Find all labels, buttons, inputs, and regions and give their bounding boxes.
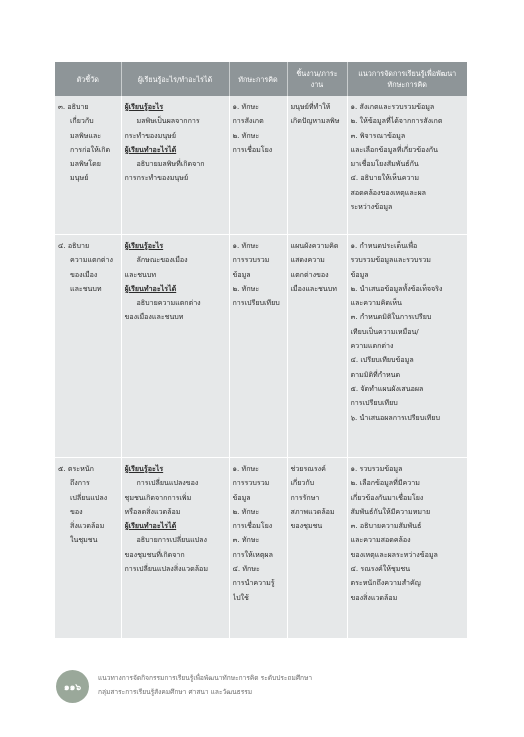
indicator-line: ๔. อธิบาย (58, 241, 90, 250)
learn-text: หรือลดสิ่งแวดล้อม (124, 506, 181, 516)
skill-line: ข้อมูล (232, 492, 251, 502)
guidance-line: ๔. เปรียบเทียบข้อมูล (350, 355, 414, 365)
learn-text: ลักษณะของเมือง (136, 255, 188, 265)
skill-line: ๒. ทักษะ (232, 506, 260, 516)
indicator-line: ๓. อธิบาย (58, 102, 89, 111)
work-cell (287, 96, 347, 235)
skill-line: การสังเกต (232, 116, 264, 126)
guidance-line: ๑. กำหนดประเด็นเพื่อ (350, 241, 418, 250)
work-cell (287, 235, 347, 458)
learning-cell (121, 458, 229, 639)
skill-line: ๔. ทักษะ (232, 564, 260, 574)
work-line: เกี่ยวกับ (290, 478, 315, 488)
indicator-line: ของเมือง (70, 269, 98, 279)
work-line: สภาพแวดล้อม (290, 506, 335, 516)
indicator-cell (55, 96, 121, 235)
skill-line: ๒. ทักษะ (232, 130, 260, 140)
learn-heading: ผู้เรียนรู้อะไร (124, 102, 164, 111)
skill-line: การเชื่อมโยง (232, 144, 273, 154)
learn-text: และชนบท (124, 269, 157, 279)
work-line: ของชุมชน (290, 521, 323, 531)
skill-line: การให้เหตุผล (232, 549, 273, 559)
table-header-row (55, 62, 467, 96)
work-line: ช่วยรณรงค์ (290, 464, 326, 473)
guidance-line: ๒. เลือกข้อมูลที่มีความ (350, 478, 420, 488)
table-row (55, 96, 467, 235)
indicator-line: ถึงการ (70, 478, 90, 488)
skill-line: การนำความรู้ (232, 578, 275, 588)
guidance-line: รวบรวมข้อมูลและรวบรวม (350, 255, 431, 265)
page-number-badge (56, 670, 89, 703)
work-line: มนุษย์ที่ทำให้ (290, 102, 331, 111)
indicator-cell (55, 458, 121, 639)
work-line: แตกต่างของ (290, 269, 329, 279)
guidance-line: เทียบเป็นความเหมือน/ (350, 326, 419, 336)
guidance-line: ตระหนักถึงความสำคัญ (350, 578, 421, 588)
guidance-line: ๓. กำหนดมิติในการเปรียบ (350, 312, 432, 322)
footer-subtitle: กลุ่มสาระการเรียนรู้สังคมศึกษา ศาสนา และวัฒนธรรม (98, 688, 253, 696)
guidance-line: ๖. นำเสนอผลการเปรียบเทียบ (350, 412, 440, 422)
can-do-text: ของเมืองและชนบท (124, 312, 184, 322)
guidance-line: ๕. จัดทำแผนผังเสนอผล (350, 383, 424, 393)
header-learning: ผู้เรียนรู้อะไร/ทำอะไรได้ (121, 62, 229, 96)
can-do-text: ของชุมชนที่เกิดจาก (124, 549, 185, 559)
guidance-cell (347, 458, 467, 639)
skills-cell (229, 458, 287, 639)
guidance-line: มาเชื่อมโยงสัมพันธ์กัน (350, 159, 419, 169)
guidance-cell (347, 235, 467, 458)
guidance-line: ระหว่างข้อมูล (350, 202, 393, 212)
guidance-line: การเปรียบเทียบ (350, 398, 398, 408)
skill-line: ๑. ทักษะ (232, 241, 259, 250)
indicator-line: มลพิษโดย (70, 159, 101, 169)
skill-line: การรวบรวม (232, 478, 270, 488)
can-do-text: อธิบายความแตกต่าง (136, 298, 201, 308)
indicator-line: เกี่ยวกับ (70, 116, 94, 126)
footer-title: แนวทางการจัดกิจกรรมการเรียนรู้เพื่อพัฒนาทักษะการคิด ระดับประถมศึกษา (98, 674, 313, 682)
skills-cell (229, 235, 287, 458)
guidance-line: ๔. อธิบายให้เห็นความ (350, 173, 420, 183)
indicator-line: สิ่งแวดล้อม (70, 521, 105, 531)
learn-heading: ผู้เรียนรู้อะไร (124, 241, 164, 250)
guidance-line: ตามมิติที่กำหนด (350, 369, 401, 379)
header-thinking-skills: ทักษะการคิด (229, 62, 287, 96)
skill-line: การเชื่อมโยง (232, 521, 273, 531)
work-line: เกิดปัญหามลพิษ (290, 116, 340, 126)
can-do-heading: ผู้เรียนทำอะไรได้ (124, 283, 177, 293)
table-row (55, 458, 467, 639)
indicator-line: การก่อให้เกิด (70, 144, 111, 154)
guidance-line: และความคิดเห็น (350, 298, 402, 308)
indicator-line: เปลี่ยนแปลง (70, 492, 108, 502)
curriculum-table (55, 62, 467, 639)
skill-line: ไปใช้ (232, 592, 249, 602)
can-do-text: อธิบายการเปลี่ยนแปลง (136, 535, 207, 545)
can-do-heading: ผู้เรียนทำอะไรได้ (124, 144, 177, 154)
guidance-line: และความสอดคล้อง (350, 535, 411, 545)
can-do-text: อธิบายมลพิษที่เกิดจาก (136, 159, 205, 169)
guidance-line: ความแตกต่าง (350, 341, 394, 351)
guidance-line: สัมพันธ์กันให้มีความหมาย (350, 506, 431, 516)
header-work-piece: ชิ้นงาน/ภาระงาน (287, 62, 347, 96)
work-line: การรักษา (290, 492, 320, 502)
page-footer (56, 668, 476, 708)
guidance-line: และเลือกข้อมูลที่เกี่ยวข้องกัน (350, 144, 438, 154)
indicator-line: ของ (70, 506, 83, 516)
can-do-text: การกระทำของมนุษย์ (124, 173, 189, 183)
guidance-line: ของสิ่งแวดล้อม (350, 592, 398, 602)
work-line: เมืองและชนบท (290, 283, 337, 293)
guidance-line: ข้อมูล (350, 269, 369, 279)
indicator-line: มลพิษและ (70, 130, 102, 140)
guidance-line: ๓. พิจารณาข้อมูล (350, 130, 406, 140)
table-row (55, 235, 467, 458)
learn-text: การเปลี่ยนแปลงของ (136, 478, 199, 488)
learning-cell (121, 96, 229, 235)
guidance-line: ๒. นำเสนอข้อมูลทั้งข้อเท็จจริง (350, 283, 443, 293)
work-line: แผนผังความคิด (290, 241, 339, 250)
learn-text: ชุมชนเกิดจากการเพิ่ม (124, 492, 192, 502)
skill-line: ๓. ทักษะ (232, 535, 260, 545)
indicator-line: และชนบท (70, 283, 102, 293)
can-do-heading: ผู้เรียนทำอะไรได้ (124, 521, 177, 531)
guidance-line: สอดคล้องของเหตุและผล (350, 187, 427, 197)
work-cell (287, 458, 347, 639)
skill-line: ๑. ทักษะ (232, 464, 259, 473)
indicator-line: มนุษย์ (70, 173, 89, 183)
learn-text: กระทำของมนุษย์ (124, 130, 177, 140)
indicator-line: ๕. ตระหนัก (58, 464, 94, 473)
learning-cell (121, 235, 229, 458)
skill-line: การเปรียบเทียบ (232, 298, 280, 308)
skill-line: ข้อมูล (232, 269, 251, 279)
guidance-line: ๑. รวบรวมข้อมูล (350, 464, 403, 473)
guidance-line: ๓. อธิบายความสัมพันธ์ (350, 521, 422, 531)
learn-text: มลพิษเป็นผลจากการ (136, 116, 200, 126)
indicator-line: ในชุมชน (70, 535, 98, 545)
skill-line: ๑. ทักษะ (232, 102, 259, 111)
guidance-line: ของเหตุและผลระหว่างข้อมูล (350, 549, 438, 559)
header-guidance: แนวการจัดการเรียนรู้เพื่อพัฒนาทักษะการคิด (347, 62, 467, 96)
guidance-line: ๔. รณรงค์ให้ชุมชน (350, 564, 411, 574)
skills-cell (229, 96, 287, 235)
indicator-line: ความแตกต่าง (70, 255, 113, 265)
page-number: ๑๑๖ (63, 682, 82, 693)
learn-heading: ผู้เรียนรู้อะไร (124, 464, 164, 473)
guidance-line: เกี่ยวข้องกันมาเชื่อมโยง (350, 492, 424, 502)
header-indicator: ตัวชี้วัด (55, 62, 121, 96)
guidance-cell (347, 96, 467, 235)
indicator-cell (55, 235, 121, 458)
guidance-line: ๒. ให้ข้อมูลที่ได้จากการสังเกต (350, 116, 443, 126)
can-do-text: การเปลี่ยนแปลงสิ่งแวดล้อม (124, 564, 208, 574)
skill-line: การรวบรวม (232, 255, 270, 265)
work-line: แสดงความ (290, 255, 325, 265)
skill-line: ๒. ทักษะ (232, 283, 260, 293)
guidance-line: ๑. สังเกตและรวบรวมข้อมูล (350, 102, 435, 111)
